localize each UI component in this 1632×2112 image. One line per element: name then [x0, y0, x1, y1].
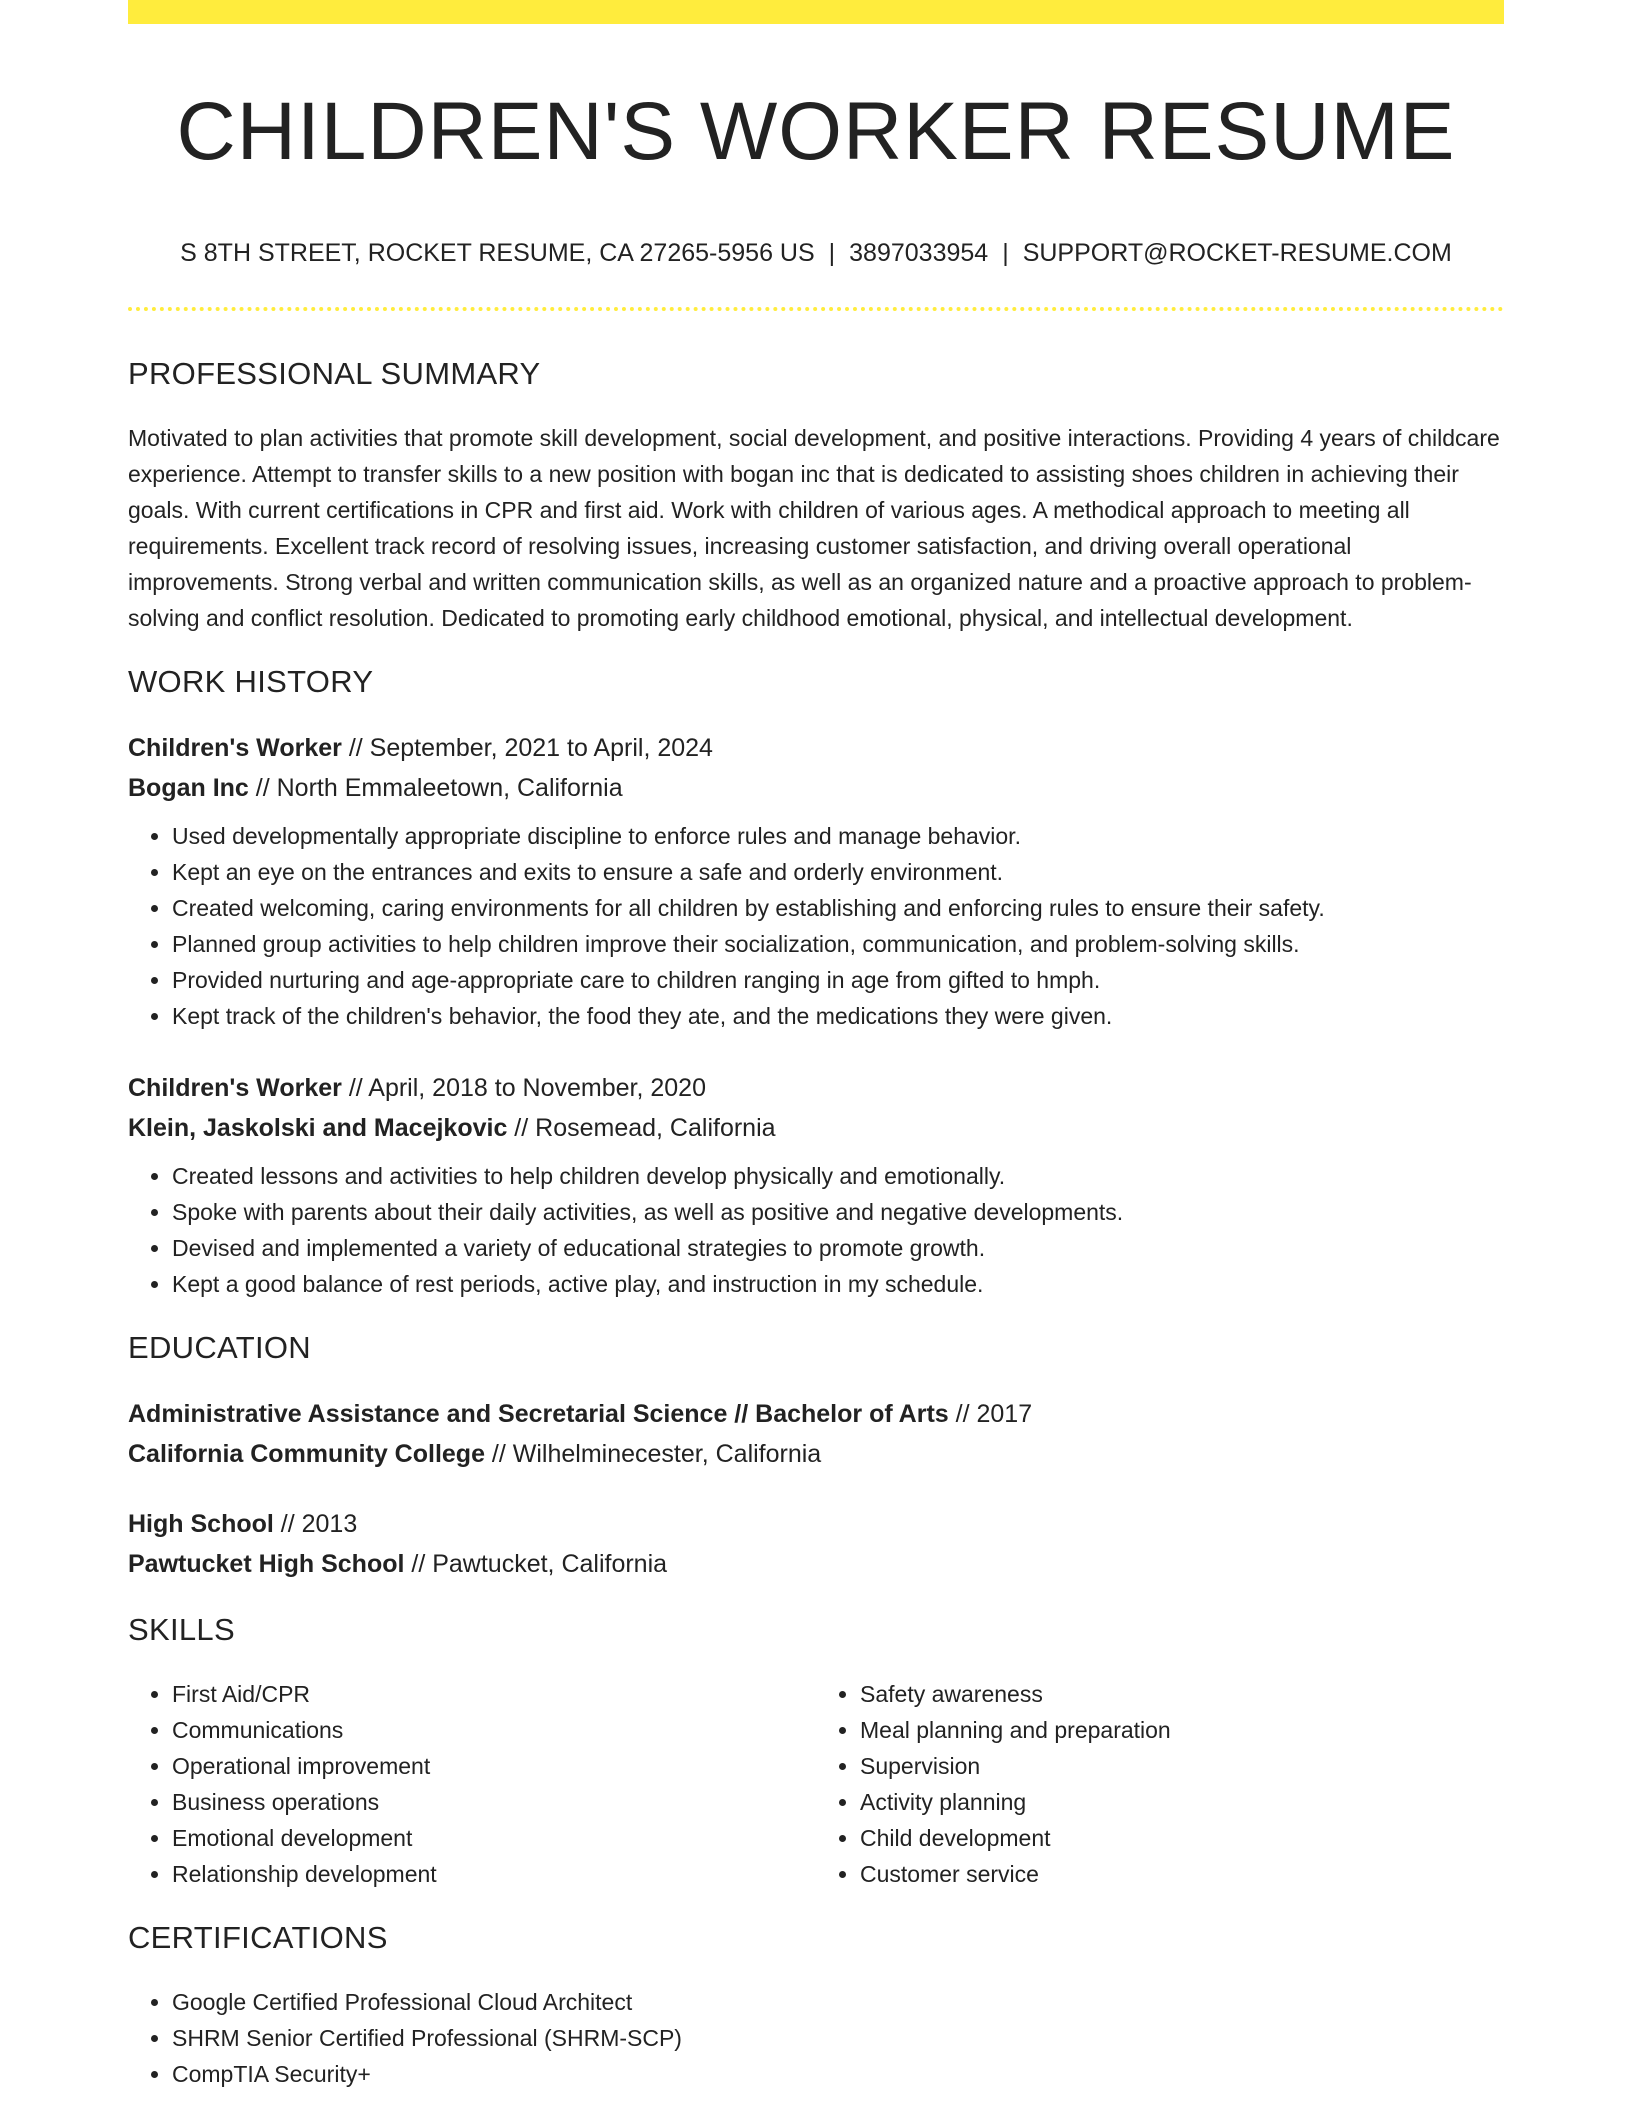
- job-dates: // September, 2021 to April, 2024: [341, 734, 713, 762]
- summary-text: Motivated to plan activities that promote skill development, social development, and positive interactions. Providing 4 years of childcare experience. Attempt to transfer skills to a new position with bogan inc that is dedicated to assisting shoes children in achieving their goals. With current certifications in CPR and first aid. Work with children of various ages. A methodical approach to meeting all requirements. Excellent track record of resolving issues, increasing customer satisfaction, and driving overall operational improvements. Strong verbal and written communication skills, as well as an organized nature and a proactive approach to problem-solving and conflict resolution. Dedicated to promoting early childhood emotional, physical, and intellectual development.: [128, 425, 1500, 631]
- degree-year: // 2017: [948, 1400, 1033, 1428]
- school-location: // Pawtucket, California: [404, 1550, 668, 1578]
- job-bullet: • Provided nurturing and age-appropriate care to children ranging in age from gifted to hmph.: [172, 962, 1504, 998]
- job-bullet: • Created welcoming, caring environments for all children by establishing and enforcing rules to ensure their safety.: [172, 890, 1504, 926]
- skill-item: • First Aid/CPR: [172, 1676, 816, 1712]
- skill-item: • Meal planning and preparation: [860, 1712, 1504, 1748]
- school-name: California Community College: [128, 1440, 485, 1468]
- phone: 3897033954: [849, 239, 989, 267]
- work-history-heading: WORK HISTORY: [128, 664, 374, 699]
- certification-item: • CompTIA Security+: [172, 2056, 1504, 2092]
- resume-title: CHILDREN'S WORKER RESUME: [176, 86, 1456, 177]
- skill-item: • Safety awareness: [860, 1676, 1504, 1712]
- school-name: Pawtucket High School: [128, 1550, 405, 1578]
- skill-item: • Child development: [860, 1820, 1504, 1856]
- job-bullet: • Devised and implemented a variety of educational strategies to promote growth.: [172, 1230, 1504, 1266]
- job-bullets: [128, 1158, 1504, 1302]
- job-dates: // April, 2018 to November, 2020: [341, 1074, 706, 1102]
- job-bullet: • Created lessons and activities to help children develop physically and emotionally.: [172, 1158, 1504, 1194]
- certifications-list: [128, 1984, 1504, 2092]
- skill-item: • Relationship development: [172, 1856, 816, 1892]
- certification-item: • SHRM Senior Certified Professional (SHRM-SCP): [172, 2020, 1504, 2056]
- skill-item: • Customer service: [860, 1856, 1504, 1892]
- job-bullet: • Kept track of the children's behavior, the food they ate, and the medications they were given.: [172, 998, 1504, 1034]
- job-title: Children's Worker: [128, 734, 342, 762]
- skill-item: • Operational improvement: [172, 1748, 816, 1784]
- certifications-heading: CERTIFICATIONS: [128, 1920, 388, 1955]
- accent-top-bar: [128, 0, 1504, 24]
- skills-list-left: [128, 1676, 816, 1892]
- certification-item: • Google Certified Professional Cloud Architect: [172, 1984, 1504, 2020]
- degree-year: // 2013: [273, 1510, 358, 1538]
- job-entry: [128, 1068, 1504, 1302]
- job-entry: [128, 728, 1504, 1034]
- skill-item: • Communications: [172, 1712, 816, 1748]
- education-section: [128, 1328, 1504, 1584]
- job-title-line: [128, 728, 1504, 768]
- skills-columns: [128, 1676, 1504, 1892]
- job-company-line: [128, 1108, 1504, 1148]
- certifications-section: [128, 1918, 1504, 2092]
- job-bullet: • Spoke with parents about their daily activities, as well as positive and negative developments.: [172, 1194, 1504, 1230]
- education-entry: [128, 1394, 1504, 1474]
- skills-section: [128, 1610, 1504, 1892]
- education-heading: EDUCATION: [128, 1330, 311, 1365]
- degree-line: [128, 1504, 1504, 1544]
- school-line: [128, 1544, 1504, 1584]
- skill-item: • Activity planning: [860, 1784, 1504, 1820]
- contact-separator: |: [1002, 239, 1009, 267]
- skill-item: • Business operations: [172, 1784, 816, 1820]
- work-history-section: [128, 662, 1504, 1302]
- job-bullets: [128, 818, 1504, 1034]
- degree-line: [128, 1394, 1504, 1434]
- degree: Administrative Assistance and Secretarial Science // Bachelor of Arts: [128, 1400, 949, 1428]
- school-line: [128, 1434, 1504, 1474]
- skill-item: • Supervision: [860, 1748, 1504, 1784]
- contact-separator: |: [828, 239, 836, 267]
- skills-heading: SKILLS: [128, 1612, 235, 1647]
- email: SUPPORT@ROCKET-RESUME.COM: [1022, 239, 1452, 267]
- job-location: // North Emmaleetown, California: [248, 774, 623, 802]
- job-bullet: • Kept a good balance of rest periods, active play, and instruction in my schedule.: [172, 1266, 1504, 1302]
- contact-line: [128, 236, 1504, 270]
- job-title: Children's Worker: [128, 1074, 342, 1102]
- skill-item: • Emotional development: [172, 1820, 816, 1856]
- school-location: // Wilhelminecester, California: [484, 1440, 822, 1468]
- education-entry: [128, 1504, 1504, 1584]
- summary-section: [128, 354, 1504, 636]
- dotted-divider: [128, 307, 1504, 311]
- job-company: Klein, Jaskolski and Macejkovic: [128, 1114, 508, 1142]
- job-location: // Rosemead, California: [507, 1114, 776, 1142]
- resume-body: [128, 354, 1504, 2092]
- job-bullet: • Planned group activities to help children improve their socialization, communication, and problem-solving skills.: [172, 926, 1504, 962]
- job-company: Bogan Inc: [128, 774, 249, 802]
- job-title-line: [128, 1068, 1504, 1108]
- job-company-line: [128, 768, 1504, 808]
- address: S 8TH STREET, ROCKET RESUME, CA 27265-5956 US: [180, 239, 815, 267]
- degree: High School: [128, 1510, 274, 1538]
- summary-heading: PROFESSIONAL SUMMARY: [128, 356, 541, 391]
- job-bullet: • Used developmentally appropriate discipline to enforce rules and manage behavior.: [172, 818, 1504, 854]
- skills-list-right: [816, 1676, 1504, 1892]
- job-bullet: • Kept an eye on the entrances and exits to ensure a safe and orderly environment.: [172, 854, 1504, 890]
